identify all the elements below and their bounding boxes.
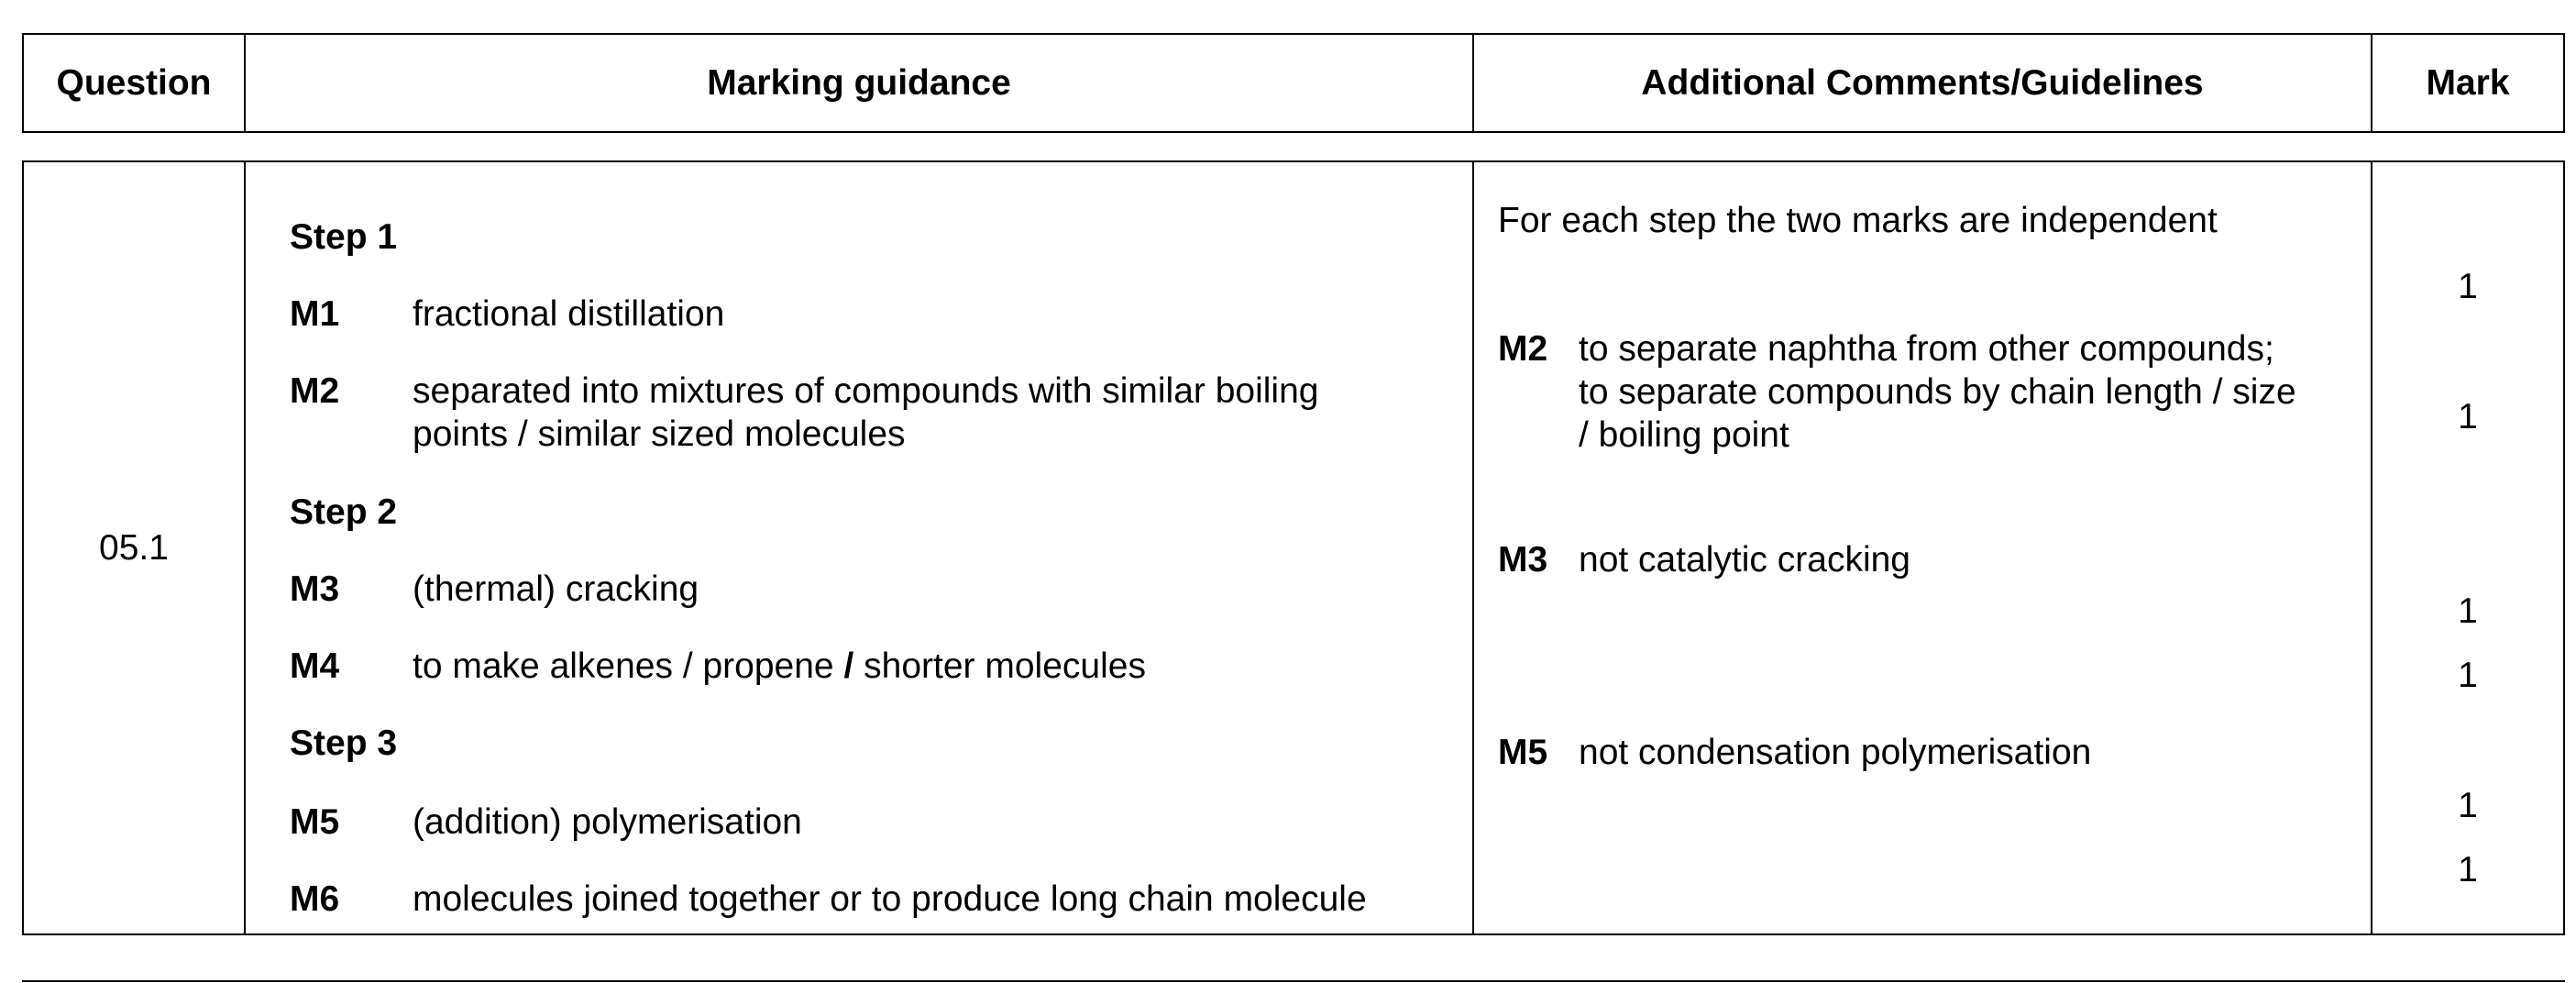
m4-label: M4: [290, 646, 340, 686]
m1-text: fractional distillation: [413, 294, 725, 334]
m2-label: M2: [290, 371, 340, 411]
comment-m2-line3: / boiling point: [1579, 415, 1789, 455]
m2-text-line1: separated into mixtures of compounds with similar boiling: [413, 371, 1319, 411]
step-2-heading: Step 2: [290, 492, 398, 532]
m6-label: M6: [290, 879, 340, 919]
step-3-heading: Step 3: [290, 723, 398, 763]
mark-value: 1: [2458, 267, 2478, 306]
mark-value: 1: [2458, 397, 2478, 436]
comment-m2-label: M2: [1498, 329, 1548, 369]
comment-m3-label: M3: [1498, 540, 1548, 580]
m4-text-slash: /: [843, 646, 854, 686]
additional-comments-cell: [1474, 162, 2372, 933]
mark-value: 1: [2458, 656, 2478, 695]
comment-m2-line1: to separate naphtha from other compounds;: [1579, 329, 2274, 369]
mark-value: 1: [2458, 786, 2478, 825]
m5-text: (addition) polymerisation: [413, 802, 802, 842]
comment-m3-text: not catalytic cracking: [1579, 540, 1910, 580]
comment-m5-text: not condensation polymerisation: [1579, 733, 2092, 772]
m1-label: M1: [290, 294, 340, 334]
question-number: 05.1: [24, 162, 246, 933]
m3-label: M3: [290, 569, 340, 609]
m4-text-part-b: shorter molecules: [853, 646, 1146, 686]
table-row: [22, 160, 2565, 935]
header-additional-comments: Additional Comments/Guidelines: [1474, 35, 2372, 131]
header-mark: Mark: [2426, 62, 2510, 103]
header-question: Question: [24, 35, 246, 131]
comment-m2-line2: to separate compounds by chain length / size: [1579, 372, 2296, 412]
comments-intro: For each step the two marks are independent: [1498, 201, 2218, 240]
table-header: [22, 33, 2565, 133]
m2-text-line2: points / similar sized molecules: [413, 414, 906, 454]
marking-guidance-cell: [246, 162, 1474, 933]
m3-text: (thermal) cracking: [413, 569, 699, 609]
header-marking-guidance: Marking guidance: [246, 35, 1474, 131]
m4-text-part-a: to make alkenes / propene: [413, 646, 844, 686]
comment-m5-label: M5: [1498, 733, 1548, 772]
step-1-heading: Step 1: [290, 217, 398, 257]
m5-label: M5: [290, 802, 340, 842]
mark-value: 1: [2458, 591, 2478, 631]
mark-value: 1: [2458, 850, 2478, 889]
bottom-rule: [22, 980, 2565, 982]
mark-cell: [2372, 162, 2563, 933]
m4-text: [413, 645, 1146, 688]
m6-text: molecules joined together or to produce long chain molecule: [413, 879, 1367, 919]
